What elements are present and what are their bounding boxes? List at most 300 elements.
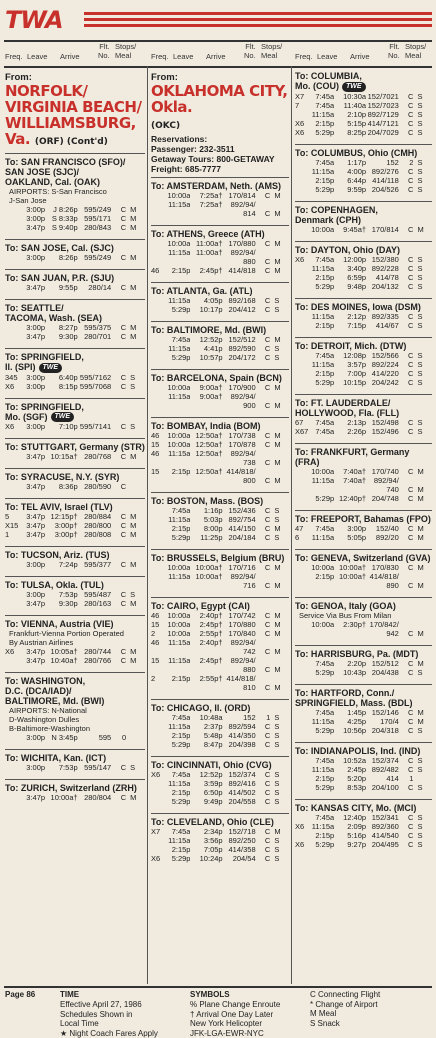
flight-meal [413,774,432,783]
destination-block [151,417,289,489]
flight-arrive: 2:45p† [190,620,222,629]
flight-freq [295,774,310,783]
flight-flight: 738 [223,458,256,467]
flight-leave: 3:47p [20,656,45,665]
flight-meal: S [270,353,289,362]
flight-meal: M [413,524,432,533]
flight-stops: C [256,647,271,656]
flight-leave: 3:47p [20,482,45,491]
flight-arrive: 12:50a† [190,431,222,440]
flight-stops: C [256,788,271,797]
flight-flight: 414 [366,774,399,783]
flight-flight: 204/184 [223,533,256,542]
destination-block [151,597,289,696]
flight-flight: 170/830 [366,563,399,572]
flight-arrive: 3:00p† [45,530,78,539]
flight-freq: 46 [151,638,166,647]
destination-block [295,68,432,141]
flight-freq [295,312,310,321]
flight-meal: M [413,485,432,494]
flight-stops: C [256,854,271,863]
flight-leave: 11:15a [310,717,335,726]
flight-freq: 15 [151,440,166,449]
flight-leave [166,647,191,656]
flight-stops: C [399,708,414,717]
flight-arrive: 10:15p [334,378,366,387]
flight-meal: S [413,418,432,427]
flight-meal: S [413,110,432,119]
flight-row [295,101,432,110]
flight-stops: C [256,779,271,788]
flight-leave: 10:00a [166,383,191,392]
flight-flight: 204/748 [366,494,399,503]
flight-arrive: 1:16p [190,506,222,515]
flight-stops: C [399,282,414,291]
flight-leave: 10:00a [166,611,191,620]
flight-stops: C [399,312,414,321]
flight-row [295,726,432,735]
flight-leave: 7:45a [166,506,191,515]
destination-note: Service Via Bus From Milan [299,611,432,620]
flight-flight: 152/341 [366,813,399,822]
flight-meal [413,620,432,629]
flight-flight: 892/228 [366,264,399,273]
flight-meal: M [270,524,289,533]
flight-stops: C [399,321,414,330]
schedule-column-2 [151,68,289,984]
flight-stops: C [399,659,414,668]
flight-leave: 11:15a [310,533,335,542]
destination-name: To: ZURICH, Switzerland (ZRH) [5,783,145,793]
flight-flight: 892/335 [366,312,399,321]
flight-leave: 11:15a [166,296,191,305]
flight-meal [413,476,432,485]
flight-leave: 5:29p [310,783,335,792]
flight-leave: 11:15a [166,392,191,401]
flight-freq: 46 [151,449,166,458]
destination-note: By Austrian Airlines [9,638,145,647]
flight-row [151,665,289,674]
flight-freq: 46 [151,266,166,275]
flight-row [295,185,432,194]
flight-meal: M [413,533,432,542]
flight-flight: 414/7121 [366,119,399,128]
twa-logo: TWA [5,8,63,32]
flight-freq [295,813,310,822]
flight-row [151,248,289,257]
flight-meal: M [270,383,289,392]
flight-row [151,239,289,248]
flight-meal: S [270,797,289,806]
flight-stops: C [399,119,414,128]
flight-stops: C [399,427,414,436]
flight-row [151,827,289,836]
flight-meal [270,449,289,458]
flight-arrive [190,647,222,656]
flight-stops: C [399,185,414,194]
flight-row [5,560,145,569]
destination-name: Mo. (SGF) TWE [5,412,145,423]
flight-flight: 152/374 [223,770,256,779]
destination-block [295,443,432,507]
flight-leave: 11:15a [166,638,191,647]
flight-freq [151,296,166,305]
flight-leave: 2:15p [166,467,191,476]
flight-leave: 7:45a [310,92,335,101]
flight-flight: 414/818/ [223,674,256,683]
flight-stops: C [111,214,126,223]
flight-row [5,283,145,292]
flight-flight: 892/250 [223,836,256,845]
destination-block [295,549,432,594]
flight-row [295,563,432,572]
flight-leave: 5:29p [310,726,335,735]
flight-flight: 892/590 [223,344,256,353]
flight-stops: C [399,467,414,476]
destination-block [5,239,145,266]
flight-row [295,369,432,378]
destination-block [295,144,432,198]
flight-row [295,485,432,494]
symbol-7: M Meal [310,1009,336,1019]
flight-flight: 892/94/ [223,392,256,401]
origin-city [5,83,145,150]
flight-meal: S [413,92,432,101]
destination-block [151,813,289,867]
flight-flight: 942 [366,629,399,638]
destination-name: To: DES MOINES, Iowa (DSM) [295,302,432,312]
flight-arrive: 6:40p [45,373,78,382]
flight-freq [5,482,20,491]
flight-leave [166,683,191,692]
flight-freq: 7 [295,101,310,110]
flight-freq: X6 [295,119,310,128]
flight-flight: 280/808 [78,530,112,539]
flight-arrive: 10:24p [190,854,222,863]
flight-leave: 7:45a [310,524,335,533]
flight-arrive: 3:57p [334,360,366,369]
origin-code-line [151,115,289,134]
flight-stops: C [399,418,414,427]
flight-leave: 7:45a [310,158,335,167]
flight-flight: 170/900 [223,383,256,392]
destination-block [5,576,145,612]
flight-flight: 204/172 [223,353,256,362]
flight-arrive [334,629,366,638]
flight-leave: 11:15a [166,344,191,353]
flight-flight: 170/716 [223,563,256,572]
flight-freq [151,401,166,410]
flight-meal: S [413,128,432,137]
destination-name: SPRINGFIELD, Mass. (BDL) [295,698,432,708]
flight-freq [151,779,166,788]
flight-meal: M [126,452,145,461]
flight-row [151,266,289,275]
flight-stops: C [399,831,414,840]
flight-freq [5,599,20,608]
flight-stops: C [256,401,271,410]
flight-freq: 15 [151,467,166,476]
flight-freq [295,282,310,291]
flight-meal: M [413,659,432,668]
flight-arrive: N 3:45p [45,733,78,742]
flight-row [295,312,432,321]
page-number: Page 86 [5,990,35,1000]
origin-city-line: WILLIAMSBURG, [5,115,145,131]
flight-arrive: 8:53p [334,783,366,792]
flight-flight: 595/7162 [78,373,112,382]
flight-meal: M [126,512,145,521]
flight-row [151,770,289,779]
flight-leave: 10:00a [166,239,191,248]
header-stripes [84,12,432,28]
flight-flight: 204/100 [366,783,399,792]
flight-stops: C [111,482,126,491]
flight-flight: 595 [78,733,112,742]
destination-name: To: FRANKFURT, Germany (FRA) [295,447,432,467]
flight-stops: C [111,793,126,802]
flight-row [295,783,432,792]
flight-arrive: 10:05a† [45,647,78,656]
flight-stops: C [111,763,126,772]
flight-meal: M [413,494,432,503]
flight-freq [151,647,166,656]
flight-stops: C [399,485,414,494]
flight-row [5,733,145,742]
flight-row [295,668,432,677]
flight-row [295,351,432,360]
flight-arrive: 10:30a [334,92,366,101]
flight-leave: 5:29p [310,840,335,849]
flight-row [151,335,289,344]
flight-freq [151,383,166,392]
destination-block [5,299,145,345]
flight-freq [295,726,310,735]
flight-meal: M [126,253,145,262]
flight-leave: 3:00p [20,205,45,214]
flight-meal: M [126,530,145,539]
flight-meal [270,674,289,683]
flight-stops: C [111,512,126,521]
flight-flight: 595/375 [78,323,112,332]
flight-meal: M [126,793,145,802]
flight-row [5,452,145,461]
flight-row [151,611,289,620]
flight-flight: 152/496 [366,427,399,436]
flight-freq [295,185,310,194]
flight-arrive: 7:24p [45,560,78,569]
flight-freq: 2 [151,674,166,683]
symbol-5: C Connecting Flight [310,990,380,1000]
flight-arrive: 9:59p [334,185,366,194]
destination-name: To: COLUMBUS, Ohio (CMH) [295,148,432,158]
flight-row [295,629,432,638]
flight-row [5,223,145,232]
flight-row [295,774,432,783]
flight-meal: S [270,296,289,305]
flight-freq: X6 [5,647,20,656]
origin-from-label: From: [151,72,289,83]
flight-arrive: 11:25p [190,533,222,542]
flight-stops: C [111,560,126,569]
flight-freq [151,836,166,845]
column-divider-2 [291,66,292,984]
flight-flight: 892/7129 [366,110,399,119]
origin-state-note: (ORF) (Cont'd) [35,137,108,147]
flight-stops: C [111,223,126,232]
flight-stops: C [256,845,271,854]
column-header-2 [151,42,289,66]
destination-block [151,369,289,414]
twe-badge: TWE [342,82,366,92]
flight-meal: M [126,205,145,214]
flight-leave [310,629,335,638]
flight-flight: 414/350 [223,731,256,740]
flight-leave: 11:15a [166,572,191,581]
flight-meal [270,392,289,401]
flight-leave: 7:45a [310,101,335,110]
flight-flight: 892/276 [366,167,399,176]
flight-stops: C [256,335,271,344]
flight-leave: 2:15p [166,674,191,683]
flight-stops: C [256,431,271,440]
flight-arrive: 2:45p† [190,266,222,275]
flight-stops: C [399,255,414,264]
flight-flight: 892/594 [223,722,256,731]
flight-stops: C [111,253,126,262]
flight-leave: 5:29p [166,797,191,806]
flight-freq [151,476,166,485]
flight-stops: C [256,533,271,542]
flight-stops: C [399,726,414,735]
flight-stops: C [256,353,271,362]
flight-row [295,467,432,476]
flight-meal: S [413,668,432,677]
flight-row [151,656,289,665]
flight-stops: C [256,629,271,638]
flight-row [151,854,289,863]
flight-flight: 595/147 [78,763,112,772]
flight-stops: C [399,840,414,849]
flight-flight: 414/540 [366,831,399,840]
flight-stops [256,248,271,257]
destination-name: To: TULSA, Okla. (TUL) [5,580,145,590]
origin-info-line: Reservations: [151,134,289,144]
flight-leave: 2:15p [166,845,191,854]
flight-leave: 3:00p [20,733,45,742]
flight-row [295,620,432,629]
flight-leave: 2:15p [310,321,335,330]
flight-freq [295,581,310,590]
flight-stops: C [399,581,414,590]
flight-leave: 11:15a [310,264,335,273]
destination-name: BALTIMORE, Md. (BWI) [5,696,145,706]
destination-name: Mo. (COU) TWE [295,81,432,92]
flight-row [295,128,432,137]
flight-stops: C [256,266,271,275]
flight-freq [295,831,310,840]
flight-flight: 900 [223,401,256,410]
origin-state [5,131,145,150]
flight-leave: 3:47p [20,452,45,461]
flight-arrive: 7:40a† [334,476,366,485]
destination-block [151,549,289,594]
flight-freq [295,360,310,369]
destination-name: To: CLEVELAND, Ohio (CLE) [151,817,289,827]
flight-meal: M [270,581,289,590]
flight-freq [295,620,310,629]
flight-meal: M [270,266,289,275]
flight-row [5,793,145,802]
flight-meal: S [270,770,289,779]
destination-block [151,492,289,546]
flight-row [295,176,432,185]
flight-arrive: 2:10p [334,110,366,119]
destination-name: To: COLUMBIA, [295,71,432,81]
destination-block [151,699,289,753]
flight-arrive: 9:30p [45,599,78,608]
flight-leave: 7:45a [310,756,335,765]
flight-meal [270,200,289,209]
flight-flight: 152/436 [223,506,256,515]
flight-freq: 67 [295,418,310,427]
flight-meal: S [413,360,432,369]
destination-name: To: CAIRO, Egypt (CAI) [151,601,289,611]
flight-leave: 3:00p [20,373,45,382]
origin-city-line: OKLAHOMA CITY, [151,83,289,99]
header-flt: Flt. No. [98,42,110,60]
flight-row [5,521,145,530]
flight-row [151,581,289,590]
flight-stops: C [399,273,414,282]
flight-row [151,647,289,656]
flight-row [295,418,432,427]
flight-freq: 15 [151,656,166,665]
flight-stops: C [399,813,414,822]
destination-name: To: HARTFORD, Conn./ [295,688,432,698]
flight-leave: 3:00p [20,214,45,223]
flight-leave: 3:00p [20,323,45,332]
flight-leave: 11:15a [310,476,335,485]
flight-arrive: 12:40p [334,813,366,822]
flight-leave: 3:47p [20,223,45,232]
destination-note: J-San Jose [9,196,145,205]
flight-freq [295,485,310,494]
flight-freq: X6 [151,854,166,863]
destination-note: AIRPORTS: N-National [9,706,145,715]
flight-leave: 7:45a [166,335,191,344]
header-arrive: Arrive [350,52,370,61]
flight-stops: C [111,452,126,461]
flight-freq: 1 [5,530,20,539]
flight-stops: C [399,783,414,792]
flight-meal: S [270,305,289,314]
flight-arrive: 2:34p [190,827,222,836]
flight-flight: 892/94/ [223,449,256,458]
flight-meal: M [270,335,289,344]
time-line-4: ★ Night Coach Fares Apply [60,1029,158,1038]
flight-row [295,110,432,119]
flight-flight: 152/566 [366,351,399,360]
flight-meal: M [270,458,289,467]
flight-stops: C [111,283,126,292]
flight-leave: 2:15p [310,176,335,185]
flight-arrive [190,458,222,467]
flight-meal: M [270,665,289,674]
flight-stops [399,572,414,581]
flight-flight: 880 [223,257,256,266]
flight-flight: 152/146 [366,708,399,717]
